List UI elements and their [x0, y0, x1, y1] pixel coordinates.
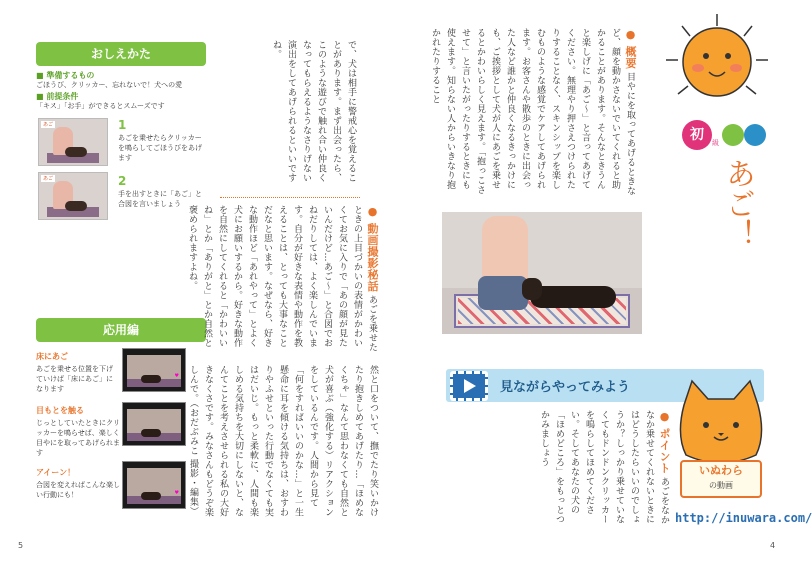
app1-image: ♥	[122, 348, 186, 392]
right-page	[400, 0, 812, 566]
gaiyou-heading: ● 概要	[624, 28, 637, 69]
main-title: あご！	[720, 158, 755, 250]
step1-number: 1	[118, 118, 127, 132]
inuwara-sign[interactable]	[680, 460, 762, 498]
column-bottom-text: 然と口をついて、撫でたり笑いかけたり抱きしめてあげたり…「ほめなくちゃ」なんて思わなくても自然と犬が喜ぶ（強化する）リアクションをしているんです。人間から見て「何をすればいいのかな…」と一生懸命に耳を傾ける気持ちは、おすわりやふせといった行動でなくても実はだいじ。もっと柔軟に、人間も楽しめる気持ちを大切にしないと、なんてことを考えさせられる私の大好きなくさです。みなさんもどうぞ楽しんで。（おだぶみこ 撮影・編集）	[188, 365, 378, 517]
prep-heading-text: 準備するもの	[46, 71, 95, 80]
app2-image	[122, 402, 186, 446]
level-circle	[682, 120, 712, 150]
prep-heading: ■ 準備するもの	[36, 71, 95, 80]
app1-text: あごを乗せる位置を下げていけば「床にあご」になります	[36, 365, 113, 393]
gaiyou-text: 目やにを取ってあげるときなど、顔を動かさないでいてくれると助かることがあります。そんなときうんと楽しげに「あご～」と言ってあげてください。無理やり押さえつけられたりすることなく、スキンシップを楽しむものような感覚でケアしてあげられます。お客さんや散歩のときに出会った人など誰かと仲良くなるきっかけにも、ご挨拶として犬が人にあごを乗せるとかわいらしく見えます。「抱っこさせて」と言いたがったりするときにも使えます。知らない人からいきなり抱かれたりすること	[430, 28, 635, 196]
column-top-text: で、犬は相手に警戒心を覚えることがあります。まず出会ったら、このような遊びで触れ合い仲良くなってもらえるようなさりげない演出をしてあげられるといいですね。	[271, 40, 356, 183]
inuwara-title: いぬわら	[699, 464, 743, 477]
ouyou-title: 応用編	[36, 318, 206, 342]
movie-text: あごを乗せたときの上目づかいの表情がかわいくてお気に入りで「あの顔が見たいんだけど…あご～」と合図でおねだりしては、よく楽しんでいます。自分が好きな表情や動作を教えることは、とっても大事なことだなと思います。なぜなら、好きな動作ほど「あれやって」とよく犬にお願いするから。好きな動作を自然にしてくれると「かわいいね」とか「ありがと」とか自然と褒められますよね。	[187, 205, 377, 353]
step2-image	[38, 172, 108, 220]
level-char: 初	[690, 127, 704, 143]
oshiekata-title: おしえかた	[36, 42, 206, 66]
app2-text: じっとしていたときにクリッカーを鳴らせば、楽しく目やにを取ってあげられます	[36, 419, 120, 457]
movie-column	[187, 205, 380, 355]
step1-image	[38, 118, 108, 166]
step2-number: 2	[118, 174, 127, 188]
point-text: あごをなかなか乗せてくれないときにはどうしたらいいのでしょうか？しっかり乗せていなくてもドンドンクリッカーを鳴らしてほめてください。そしてあなたの犬の「ほめどころ」をもっとつかみましょう	[539, 410, 669, 525]
film-icon	[450, 371, 488, 401]
prereq-heading: ■ 前提条件	[36, 92, 79, 101]
prep-text: ごほうび、クリッカー、忘れないで！犬への愛	[36, 81, 183, 89]
step2-image-caption: あご	[43, 176, 54, 182]
point-heading: ● ポイント	[658, 410, 671, 474]
gaiyou-column	[430, 28, 638, 198]
sun-illustration	[662, 12, 772, 112]
prereq-heading-text: 前提条件	[46, 92, 79, 101]
prereq-text: 「キス」「お手」ができるとスムーズです	[36, 102, 165, 110]
level-badge	[682, 120, 762, 150]
app2-heading: 目もとを触る	[36, 406, 84, 415]
app3-heading: アイーン！	[36, 468, 76, 477]
app3-image: ♥	[122, 461, 186, 509]
point-column	[502, 410, 672, 530]
app1-heading: 床にあご	[36, 352, 68, 361]
main-photo	[442, 212, 642, 334]
gaiyou-heading-text: 概要	[624, 45, 637, 69]
column-divider	[220, 197, 360, 198]
point-heading-text: ポイント	[658, 427, 671, 474]
movie-heading-text: 動画撮影秘話	[366, 222, 379, 292]
level-dot-green	[722, 124, 744, 146]
page-number-left: 5	[18, 541, 24, 550]
banner-text: 見ながらやってみよう	[500, 380, 631, 395]
step1-image-caption: あご	[43, 122, 54, 128]
app3-text: 合図を変えればこんな楽しい行動にも！	[36, 481, 120, 499]
inuwara-url[interactable]: http://inuwara.com/	[675, 511, 812, 525]
level-dot-blue	[744, 124, 766, 146]
left-page	[0, 0, 400, 566]
movie-heading: ● 動画撮影秘話	[366, 205, 379, 292]
step1-text: あごを乗せたらクリッカーを鳴らしてごほうびをあげます	[118, 134, 202, 162]
level-sub: 級	[712, 139, 719, 147]
step2-text: 手を出すときに「あご」と合図を言いましょう	[118, 190, 202, 208]
inuwara-sub: の動画	[709, 481, 733, 490]
page-number-right: 4	[770, 541, 776, 550]
